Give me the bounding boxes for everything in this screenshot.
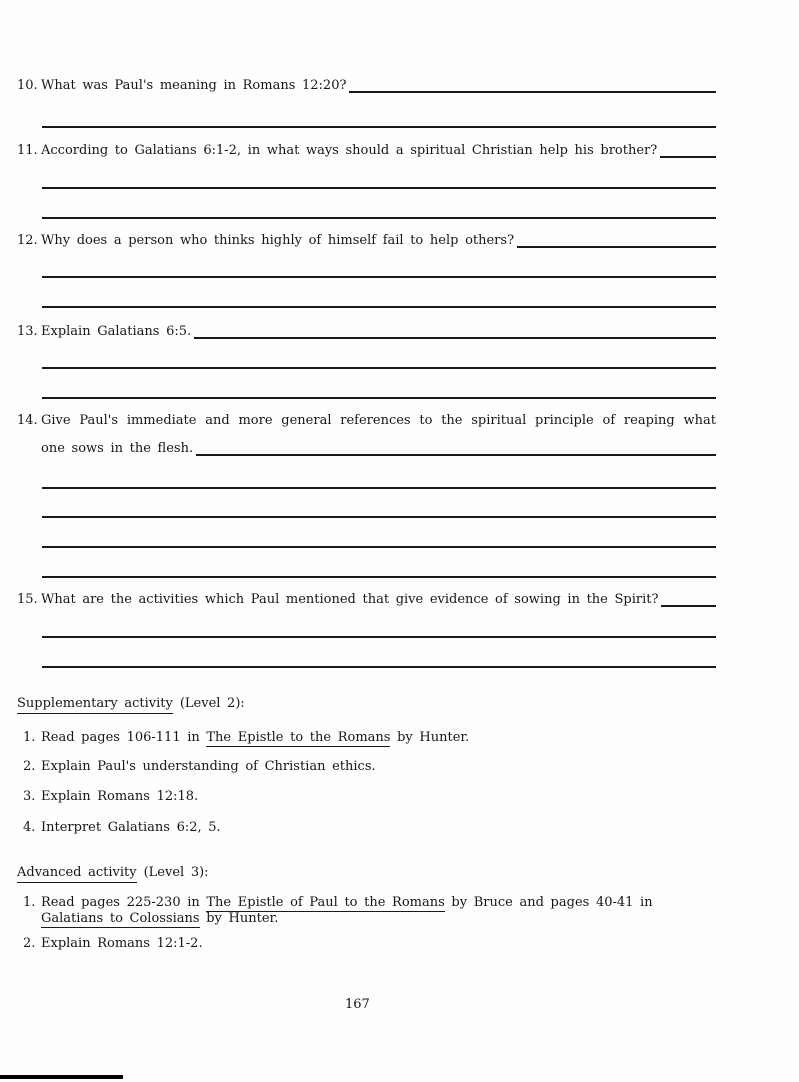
page-number: 167 — [345, 997, 370, 1012]
question-number: 10. — [17, 78, 38, 93]
list-item-text: Interpret Galatians 6:2, 5. — [41, 820, 221, 835]
answer-line — [42, 397, 716, 399]
answer-line — [42, 126, 716, 128]
supplementary-activity-heading — [17, 696, 716, 712]
supplementary-item-3 — [17, 789, 716, 805]
answer-line-inline — [660, 156, 716, 158]
question-text: Explain Galatians 6:5. — [41, 324, 192, 339]
text-segment: by Hunter. — [199, 910, 279, 926]
advanced-item-1 — [17, 895, 716, 926]
question-text: According to Galatians 6:1-2, in what ways should a spiritual Christian help his brother? — [41, 143, 658, 158]
question-item-10 — [17, 78, 716, 94]
question-text: What was Paul's meaning in Romans 12:20? — [41, 78, 347, 93]
question-text: Give Paul's immediate and more general references to the spiritual principle of reaping what — [41, 413, 716, 428]
answer-line — [42, 636, 716, 638]
question-number: 15. — [17, 592, 38, 607]
list-item-text: Explain Romans 12:1-2. — [41, 936, 203, 951]
question-item-14-continued — [17, 441, 716, 457]
supplementary-item-2 — [17, 759, 716, 775]
text-segment: Read pages 106-111 in — [41, 730, 207, 745]
answer-line — [42, 276, 716, 278]
text-segment: Read pages 225-230 in — [41, 895, 207, 910]
supplementary-item-1 — [17, 730, 716, 746]
question-number: 12. — [17, 233, 38, 248]
answer-line-inline — [661, 605, 716, 607]
list-item-number: 1. — [23, 895, 36, 910]
heading-underlined-text: Advanced activity — [17, 865, 137, 883]
answer-line-inline — [194, 337, 716, 339]
answer-line — [42, 487, 716, 489]
list-item-number: 3. — [23, 789, 36, 804]
question-text: Why does a person who thinks highly of himself fail to help others? — [41, 233, 515, 248]
advanced-activity-heading — [17, 865, 716, 881]
answer-line — [42, 217, 716, 219]
list-item-text: Explain Romans 12:18. — [41, 789, 199, 804]
answer-line — [42, 516, 716, 518]
heading-underlined-text: Supplementary activity — [17, 696, 173, 714]
answer-line-inline — [517, 246, 716, 248]
book-title-underlined: The Epistle of Paul to the Romans — [206, 895, 445, 910]
book-title-underlined: The Epistle to the Romans — [206, 730, 391, 745]
answer-line — [42, 546, 716, 548]
question-item-14 — [17, 413, 716, 429]
question-item-11 — [17, 143, 716, 159]
answer-line — [42, 666, 716, 668]
heading-level-label: (Level 3): — [143, 865, 209, 880]
advanced-item-2 — [17, 936, 716, 952]
question-item-13 — [17, 324, 716, 340]
heading-level-label: (Level 2): — [179, 696, 245, 711]
answer-line — [42, 576, 716, 578]
question-number: 13. — [17, 324, 38, 339]
list-item-number: 4. — [23, 820, 36, 835]
scan-artifact-bar — [0, 1075, 123, 1079]
list-item-number: 1. — [23, 730, 36, 745]
list-item-text — [41, 730, 716, 746]
answer-line-inline — [196, 454, 716, 456]
list-item-text — [41, 895, 716, 926]
answer-line — [42, 306, 716, 308]
question-text: one sows in the flesh. — [41, 441, 194, 456]
list-item-number: 2. — [23, 759, 36, 774]
answer-line-inline — [349, 91, 716, 93]
text-segment: by Hunter. — [390, 730, 470, 745]
question-number: 11. — [17, 143, 38, 158]
question-number: 14. — [17, 413, 38, 428]
list-item-text: Explain Paul's understanding of Christian ethics. — [41, 759, 376, 774]
question-text: What are the activities which Paul mentioned that give evidence of sowing in the Spirit? — [41, 592, 659, 607]
answer-line — [42, 187, 716, 189]
answer-line — [42, 367, 716, 369]
question-item-12 — [17, 233, 716, 249]
list-item-number: 2. — [23, 936, 36, 951]
supplementary-item-4 — [17, 820, 716, 836]
text-segment: by Bruce and pages 40-41 in — [444, 895, 653, 910]
page-content — [17, 0, 716, 952]
question-item-15 — [17, 592, 716, 608]
book-title-underlined: Galatians to Colossians — [41, 910, 200, 926]
